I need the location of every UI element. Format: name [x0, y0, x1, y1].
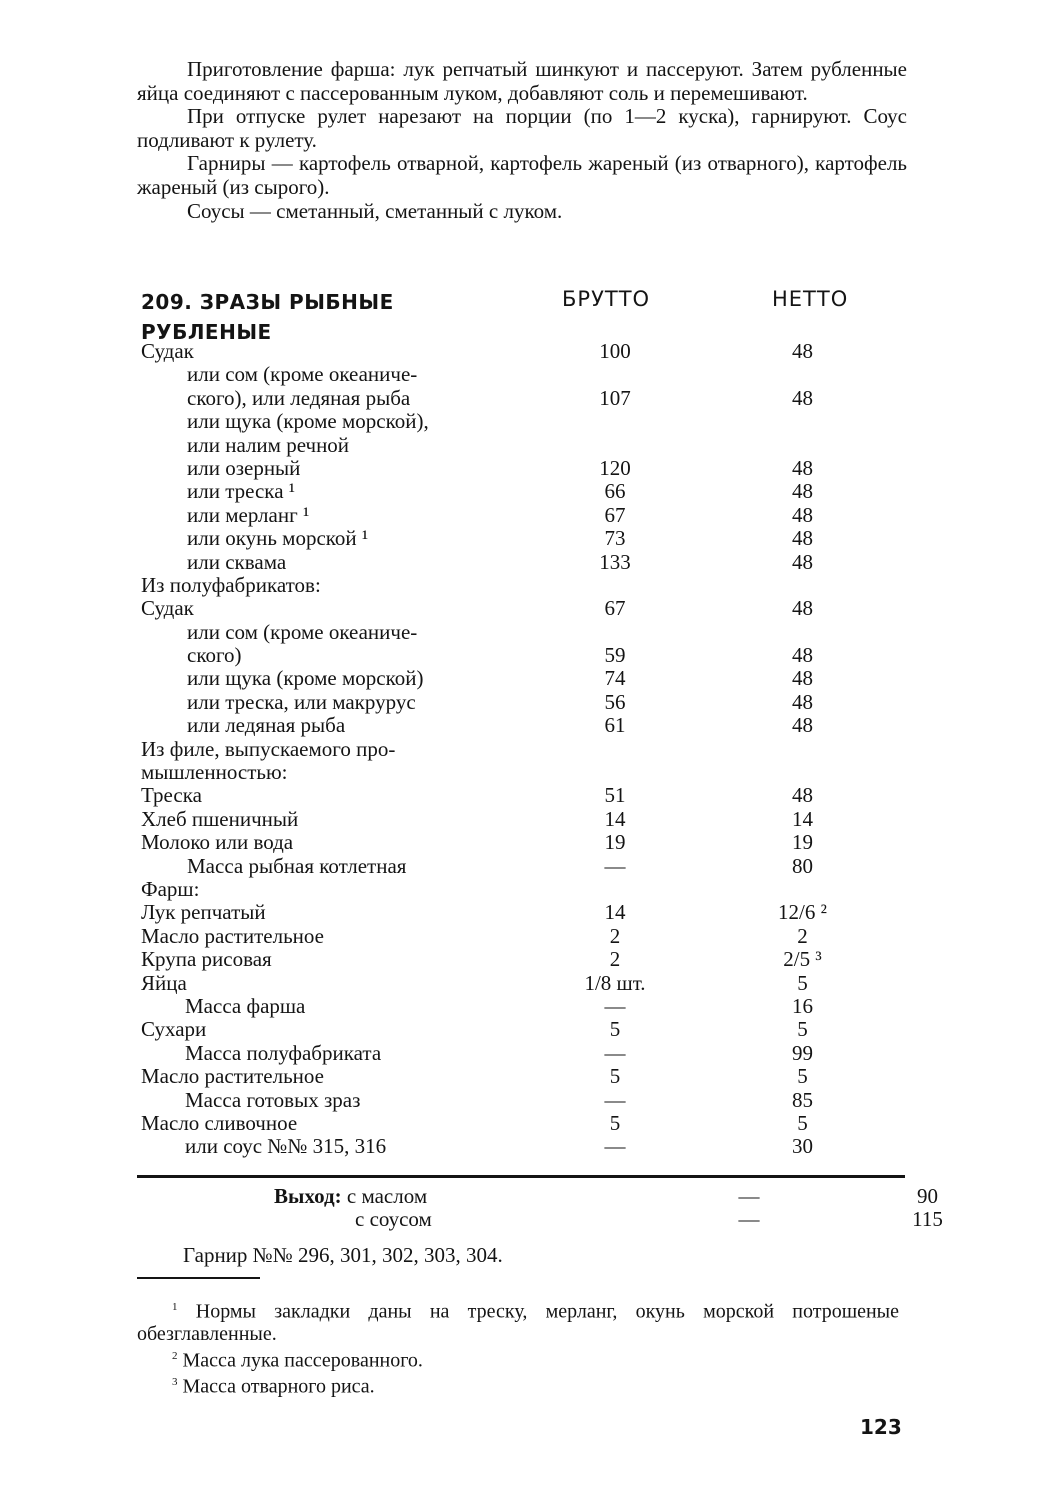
page-number: 123 — [860, 1415, 902, 1439]
table-row — [0, 644, 1044, 667]
ingredient-name: Крупа рисовая — [141, 947, 272, 972]
ingredient-name: Масло сливочное — [141, 1110, 298, 1135]
netto-value: 85 — [792, 1087, 813, 1112]
ingredient-name: или ледяная рыба — [187, 713, 346, 738]
table-row — [0, 995, 1044, 1018]
ingredient-name: Судак — [141, 596, 194, 621]
brutto-value: 51 — [604, 783, 626, 808]
ingredient-name: Масло растительное — [141, 1064, 324, 1089]
netto-value: 30 — [792, 1134, 813, 1159]
netto-value: 5 — [797, 1064, 808, 1089]
ingredient-name: Из филе, выпускаемого про- — [141, 736, 396, 761]
netto-value: 48 — [792, 643, 813, 668]
netto-value: 99 — [792, 1040, 813, 1065]
brutto-value: 74 — [604, 666, 626, 691]
brutto-value: 5 — [609, 1064, 621, 1089]
netto-value: 48 — [792, 666, 813, 691]
netto-value: 16 — [792, 993, 813, 1018]
table-row — [0, 1042, 1044, 1065]
ingredients-table — [0, 340, 1044, 1159]
brutto-value: 56 — [604, 689, 626, 714]
ingredient-name: или сом (кроме океаниче- — [187, 619, 418, 644]
brutto-value: 5 — [609, 1110, 621, 1135]
table-row — [0, 714, 1044, 737]
ingredient-name: или озерный — [187, 455, 301, 480]
brutto-value: — — [738, 1207, 760, 1232]
footnote: $^3$ Масса отварного риса. — [172, 1375, 375, 1398]
footnote-divider — [137, 1277, 260, 1279]
ingredient-name: или сквама — [187, 549, 287, 574]
netto-value: 48 — [792, 479, 813, 504]
table-row — [0, 1112, 1044, 1135]
ingredient-name: Масса рыбная котлетная — [187, 853, 407, 878]
table-row — [0, 527, 1044, 550]
table-row — [0, 691, 1044, 714]
table-row — [0, 925, 1044, 948]
output-block — [137, 1184, 943, 1232]
column-header-netto: НЕТТО — [772, 287, 849, 311]
brutto-value: 61 — [604, 713, 626, 738]
brutto-value: 107 — [599, 385, 631, 410]
brutto-value: 73 — [604, 526, 626, 551]
ingredient-name: Треска — [141, 783, 202, 808]
netto-value: 48 — [792, 713, 813, 738]
table-row — [0, 363, 1044, 386]
ingredient-name: ского) — [187, 643, 242, 668]
brutto-value: — — [738, 1184, 760, 1208]
intro-paragraph: Приготовление фарша: лук репчатый шинкуют и пассеруют. Затем рубленные яйца соединяют с пассерованным луком, добавляют соль и перемешивают. — [137, 57, 907, 105]
brutto-value: 2 — [609, 923, 621, 948]
table-row — [0, 761, 1044, 784]
table-row — [0, 667, 1044, 690]
brutto-value: 19 — [604, 830, 626, 855]
ingredient-name: мышленностью: — [141, 760, 288, 785]
netto-value: 48 — [792, 385, 813, 410]
table-row — [0, 340, 1044, 363]
brutto-value: 133 — [599, 549, 631, 574]
netto-value: 14 — [792, 806, 813, 831]
ingredient-name: Фарш: — [141, 876, 200, 901]
brutto-value: 100 — [599, 339, 631, 363]
ingredient-name: или налим речной — [187, 432, 350, 457]
ingredient-name: или окунь морской ¹ — [187, 526, 369, 551]
netto-value: 19 — [792, 830, 813, 855]
brutto-value: 59 — [604, 643, 626, 668]
ingredient-name: Из полуфабрикатов: — [141, 572, 321, 597]
ingredient-name: ского), или ледяная рыба — [187, 385, 411, 410]
brutto-value: 2 — [609, 947, 621, 972]
ingredient-name: Яйца — [141, 970, 187, 995]
garnish-note: Гарнир №№ 296, 301, 302, 303, 304. — [183, 1243, 503, 1267]
brutto-value: 66 — [604, 479, 626, 504]
ingredient-name: Сухари — [141, 1017, 207, 1042]
brutto-value: 14 — [604, 806, 626, 831]
table-row — [0, 784, 1044, 807]
table-row — [0, 551, 1044, 574]
ingredient-name: Масса готовых зраз — [185, 1087, 361, 1112]
ingredient-name: Молоко или вода — [141, 830, 294, 855]
table-row — [0, 574, 1044, 597]
table-row — [0, 831, 1044, 854]
table-row — [0, 901, 1044, 924]
brutto-value: 14 — [604, 900, 626, 925]
table-row — [0, 738, 1044, 761]
intro-paragraph: Гарниры — картофель отварной, картофель жареный (из отварного), картофель жареный (из сырого). — [137, 151, 907, 199]
netto-value: 5 — [797, 970, 808, 995]
brutto-value: 67 — [604, 596, 626, 621]
netto-value: 90 — [917, 1184, 938, 1208]
table-row — [0, 1065, 1044, 1088]
recipe-title: 209. ЗРАЗЫ РЫБНЫЕ РУБЛЕНЫЕ — [141, 290, 394, 344]
table-row — [0, 480, 1044, 503]
ingredient-name: Хлеб пшеничный — [141, 806, 299, 831]
netto-value: 115 — [912, 1207, 943, 1232]
intro-paragraph: При отпуске рулет нарезают на порции (по 1—2 куска), гарнируют. Соус подливают к рулету. — [137, 104, 907, 152]
table-row — [0, 457, 1044, 480]
footnote: $^2$ Масса лука пассерованного. — [172, 1349, 423, 1372]
netto-value: 48 — [792, 526, 813, 551]
ingredient-name: Масса фарша — [185, 993, 306, 1018]
table-row — [0, 504, 1044, 527]
brutto-value: — — [604, 1134, 626, 1159]
table-row — [0, 434, 1044, 457]
brutto-value: — — [604, 993, 626, 1018]
output-row — [137, 1207, 943, 1232]
intro-text — [137, 58, 907, 223]
netto-value: 48 — [792, 689, 813, 714]
table-row — [0, 1089, 1044, 1112]
netto-value: 48 — [792, 783, 813, 808]
netto-value: 48 — [792, 455, 813, 480]
table-row — [0, 597, 1044, 620]
table-row — [0, 855, 1044, 878]
netto-value: 48 — [792, 596, 813, 621]
brutto-value: 1/8 шт. — [584, 970, 646, 995]
ingredient-name: или сом (кроме океаниче- — [187, 362, 418, 387]
table-row — [0, 1018, 1044, 1041]
netto-value: 48 — [792, 549, 813, 574]
brutto-value: — — [604, 1040, 626, 1065]
brutto-value: 120 — [599, 455, 631, 480]
table-row — [0, 387, 1044, 410]
brutto-value: 5 — [609, 1017, 621, 1042]
ingredient-name: или соус №№ 315, 316 — [185, 1134, 387, 1159]
netto-value: 80 — [792, 853, 813, 878]
output-label: Выход: с маслом — [274, 1184, 428, 1208]
netto-value: 5 — [797, 1017, 808, 1042]
table-row — [0, 621, 1044, 644]
table-divider — [137, 1175, 905, 1178]
ingredient-name: Масло растительное — [141, 923, 324, 948]
ingredient-name: Масса полуфабриката — [185, 1040, 382, 1065]
ingredient-name: Судак — [141, 339, 194, 363]
ingredient-name: или щука (кроме морской) — [187, 666, 424, 691]
table-row — [0, 808, 1044, 831]
netto-value: 48 — [792, 339, 813, 363]
footnotes — [137, 1296, 899, 1398]
brutto-value: 67 — [604, 502, 626, 527]
brutto-value: — — [604, 853, 626, 878]
column-header-brutto: БРУТТО — [562, 287, 651, 311]
output-label: с соусом — [355, 1207, 432, 1232]
ingredient-name: или треска, или макрурус — [187, 689, 416, 714]
table-row — [0, 878, 1044, 901]
table-row — [0, 410, 1044, 433]
netto-value: 12/6 ² — [778, 900, 827, 925]
ingredient-name: или мерланг ¹ — [187, 502, 310, 527]
table-row — [0, 948, 1044, 971]
table-row — [0, 1135, 1044, 1158]
table-row — [0, 972, 1044, 995]
netto-value: 48 — [792, 502, 813, 527]
netto-value: 2/5 ³ — [783, 947, 822, 972]
netto-value: 2 — [797, 923, 808, 948]
intro-paragraph: Соусы — сметанный, сметанный с луком. — [187, 198, 563, 223]
ingredient-name: или щука (кроме морской), — [187, 409, 429, 434]
output-row — [137, 1184, 938, 1208]
brutto-value: — — [604, 1087, 626, 1112]
ingredient-name: или треска ¹ — [187, 479, 296, 504]
ingredient-name: Лук репчатый — [141, 900, 266, 925]
netto-value: 5 — [797, 1110, 808, 1135]
footnote: $^1$ Нормы закладки даны на треску, мерланг, окунь морской потрошеные обезглавленные. — [137, 1300, 899, 1345]
